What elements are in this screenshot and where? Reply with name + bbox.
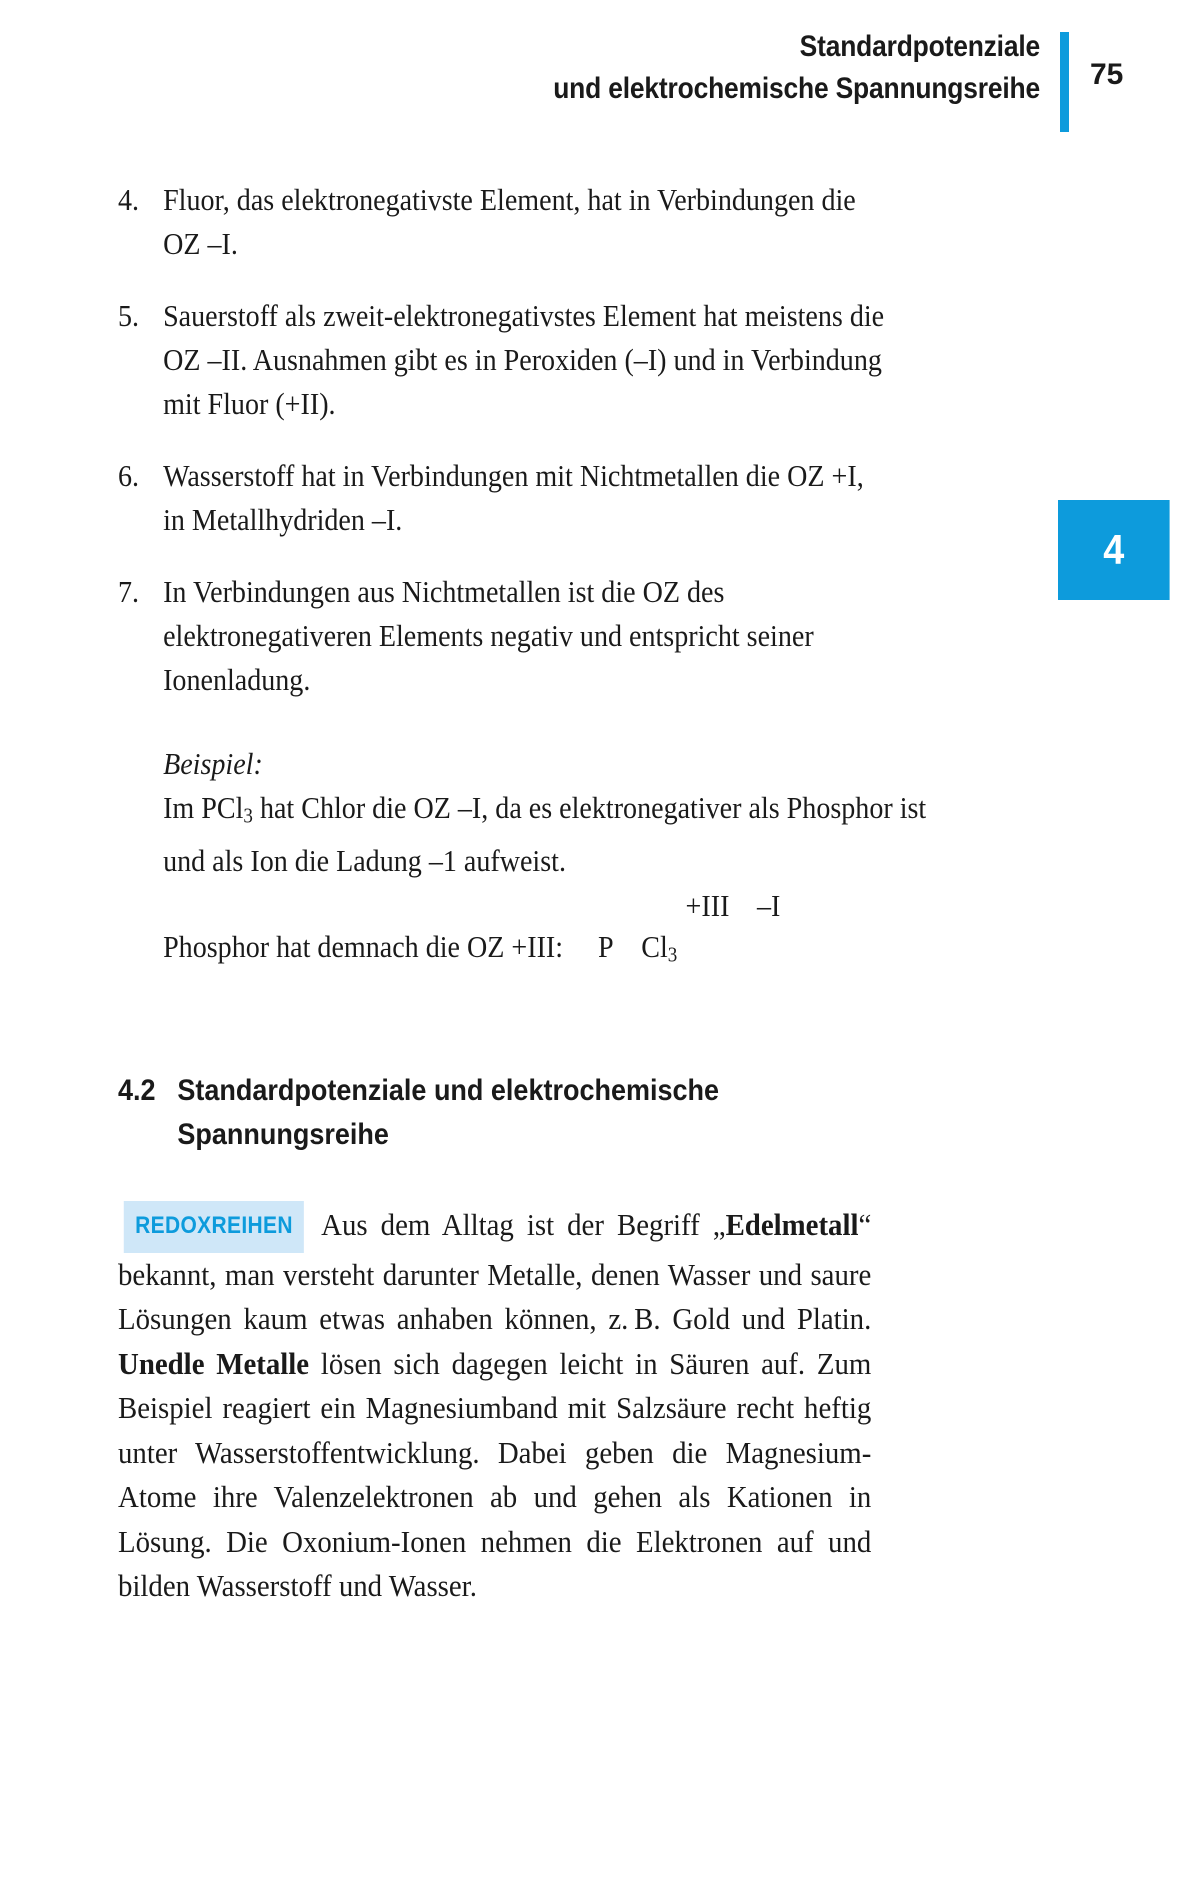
paragraph-part2: “ bekannt, man versteht darunter Metalle, denen Wasser und saure Lösungen kaum etwas anhaben können, z. B. Gold und Platin. bbox=[118, 1207, 872, 1337]
section-heading bbox=[118, 1069, 838, 1157]
example-block bbox=[118, 742, 928, 977]
list-item bbox=[118, 454, 890, 542]
numbered-rules-list bbox=[118, 178, 928, 702]
running-head-title-line1: Standardpotenziale bbox=[799, 30, 1040, 63]
redoxreihen-tag: REDOXREIHEN bbox=[124, 1201, 304, 1253]
example-sentence-part1: Im PCl bbox=[163, 791, 244, 825]
formula-phosphorus: P bbox=[598, 929, 614, 964]
running-head bbox=[0, 26, 1182, 126]
list-item-text: In Verbindungen aus Nichtmetallen ist die OZ des elektronegativeren Elements negativ und entspricht seiner Ionenladung. bbox=[163, 575, 814, 697]
example-conclusion bbox=[163, 925, 928, 978]
oxidation-number-row bbox=[163, 887, 928, 925]
example-conclusion-text: Phosphor hat demnach die OZ +III: bbox=[163, 929, 564, 964]
list-item-text: Wasserstoff hat in Verbindungen mit Nichtmetallen die OZ +I, in Metallhydriden –I. bbox=[163, 459, 864, 537]
list-item bbox=[118, 570, 890, 702]
formula-chlorine: Cl bbox=[641, 929, 668, 964]
paragraph-part3: lösen sich dagegen leicht in Säuren auf. Zum Beispiel reagiert ein Magnesiumband mit Salzsäure recht heftig unter Wasserstoffentwicklung. Dabei geben die Magnesium-Atome ihre Valenzelektronen ab und gehen als Kationen in Lösung. Die Oxonium-Ionen nehmen die Elektronen auf und bilden Wasserstoff und Wasser. bbox=[118, 1345, 872, 1604]
list-item-marker: 6. bbox=[118, 459, 140, 493]
chapter-tab bbox=[1058, 500, 1170, 600]
running-head-title-line2: und elektrochemische Spannungsreihe bbox=[553, 72, 1040, 105]
list-item bbox=[118, 178, 890, 266]
pcl3-subscript: 3 bbox=[243, 805, 253, 828]
body-paragraph bbox=[118, 1201, 871, 1609]
list-item-text: Sauerstoff als zweit-elektronegativstes Element hat meistens die OZ –II. Ausnahmen gibt es in Peroxiden (–I) und in Verbindung mit Fluor (+II). bbox=[163, 299, 885, 421]
paragraph-part1: Aus dem Alltag ist der Begriff „ bbox=[321, 1207, 726, 1243]
list-item-marker: 4. bbox=[118, 183, 140, 217]
paragraph-bold-unedle-metalle: Unedle Metalle bbox=[118, 1345, 310, 1381]
formula-chlorine-subscript: 3 bbox=[667, 944, 678, 967]
list-item bbox=[118, 294, 890, 426]
paragraph-bold-edelmetall: Edelmetall bbox=[725, 1207, 859, 1243]
chapter-tab-number: 4 bbox=[1103, 526, 1125, 573]
text-column bbox=[118, 178, 998, 1640]
header-blue-rule bbox=[1060, 32, 1069, 132]
running-head-title bbox=[283, 26, 1040, 110]
section-title-line2: Spannungsreihe bbox=[177, 1118, 389, 1152]
section-number: 4.2 bbox=[118, 1074, 156, 1108]
list-item-marker: 7. bbox=[118, 575, 140, 609]
section-title-line1: Standardpotenziale und elektrochemische bbox=[177, 1074, 720, 1108]
example-label: Beispiel: bbox=[163, 747, 263, 781]
example-sentence bbox=[163, 786, 928, 883]
page-number: 75 bbox=[1090, 58, 1124, 91]
oxidation-number-chlorine: –I bbox=[757, 888, 781, 923]
oxidation-number-phosphorus: +III bbox=[685, 888, 730, 923]
list-item-marker: 5. bbox=[118, 299, 140, 333]
example-sentence-part2: hat Chlor die OZ –I, da es elektronegativer als Phosphor ist und als Ion die Ladung –1 aufweist. bbox=[163, 791, 927, 878]
list-item-text: Fluor, das elektronegativste Element, hat in Verbindungen die OZ –I. bbox=[163, 183, 856, 261]
